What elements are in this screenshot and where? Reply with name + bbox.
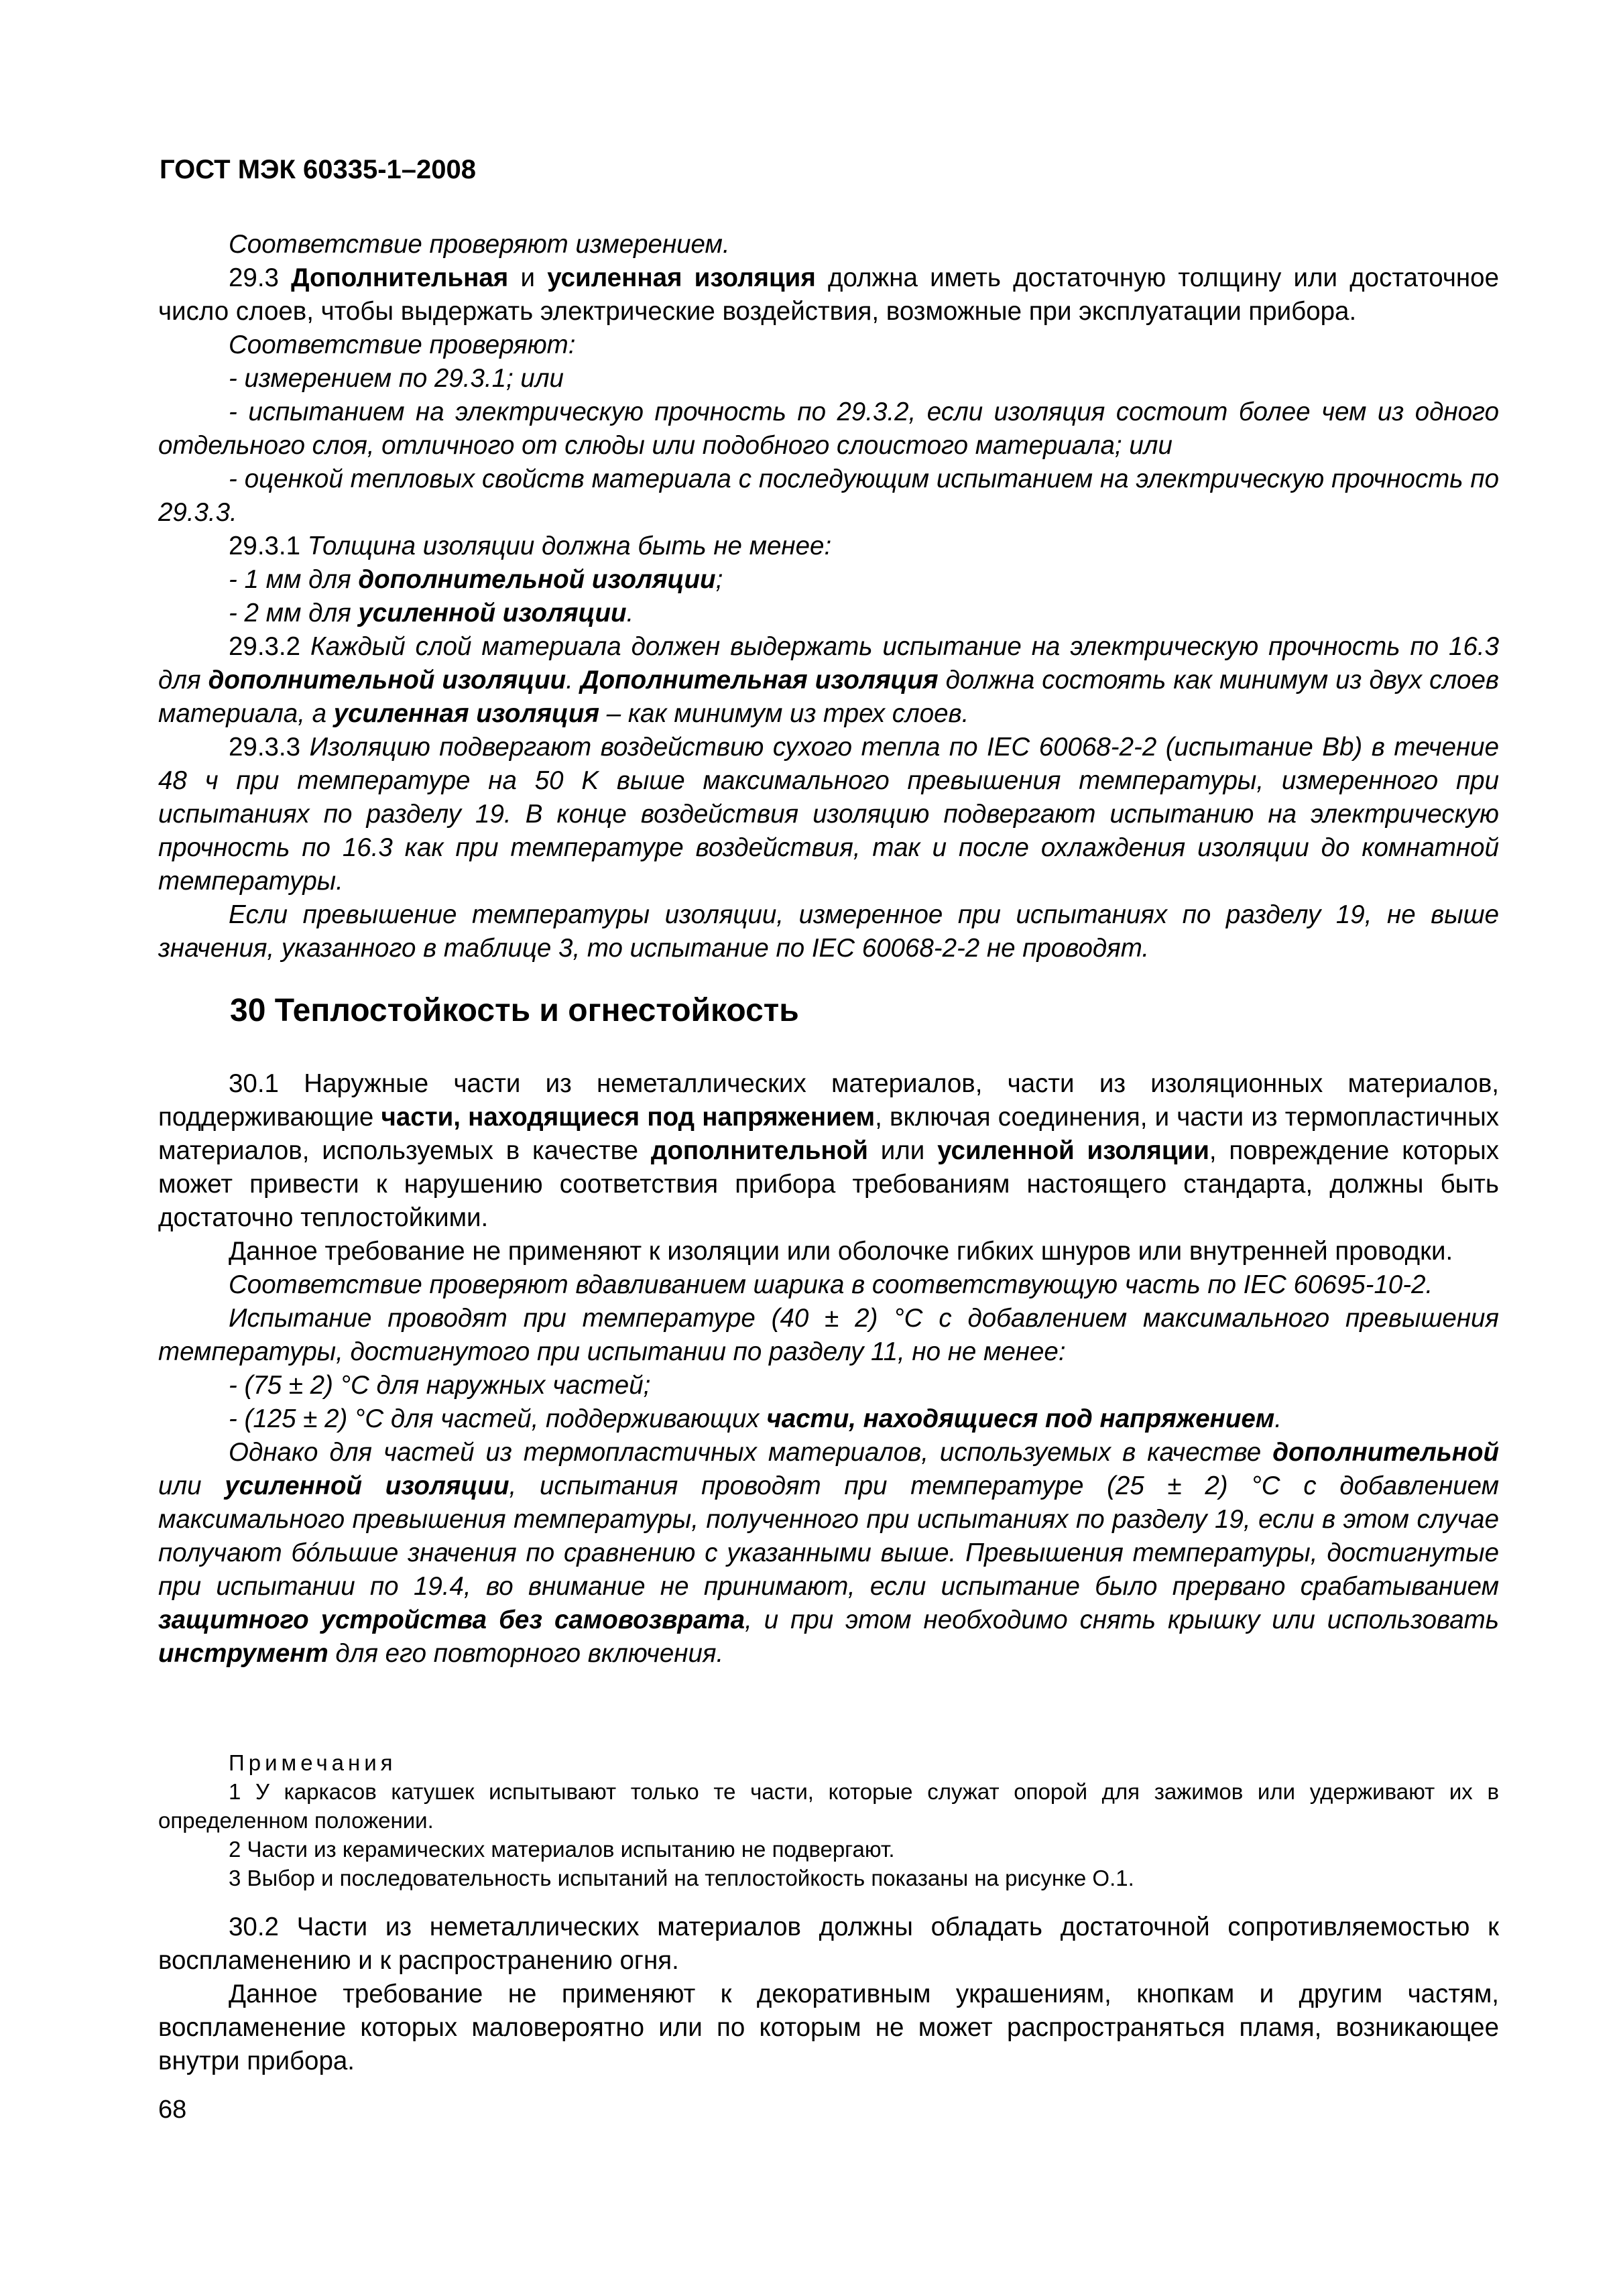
paragraph: Данное требование не применяют к изоляции или оболочке гибких шнуров или внутренней проводки. — [229, 1237, 1453, 1266]
section-heading: 30 Теплостойкость и огнестойкость — [230, 993, 799, 1028]
page-number: 68 — [158, 2096, 187, 2124]
paragraph: Данное требование не применяют к декоративным украшениям, кнопкам и другим частям, воспламенение которых маловероятно или по которым не может распространяться пламя, возникающее внутри прибора. — [158, 1980, 1499, 2075]
paragraph-29-3-1: 29.3.1 Толщина изоляции должна быть не менее: — [229, 532, 832, 560]
list-item: - 1 мм для дополнительной изоляции; — [229, 565, 723, 594]
list-item: - оценкой тепловых свойств материала с последующим испытанием на электрическую прочность по 29.3.3. — [158, 465, 1499, 527]
note-item: 2 Части из керамических материалов испытанию не подвергают. — [229, 1837, 895, 1862]
paragraph: Если превышение температуры изоляции, измеренное при испытаниях по разделу 19, не выше значения, указанного в таблице 3, то испытание по IEC 60068-2-2 не проводят. — [158, 900, 1499, 963]
list-item: - (75 ± 2) °С для наружных частей; — [229, 1371, 651, 1400]
paragraph: Соответствие проверяют: — [229, 330, 576, 359]
paragraph-29-3-2: 29.3.2 Каждый слой материала должен выдержать испытание на электрическую прочность по 16.3 для дополнительной изоляции. Дополнительная изоляция должна состоять как минимум из двух слоев материала, а усиленная изоляция – как минимум из трех слоев. — [158, 632, 1499, 728]
paragraph: Однако для частей из термопластичных материалов, используемых в качестве дополнительной или усиленной изоляции, испытания проводят при температуре (25 ± 2) °С с добавлением максимального превышения температуры, полученного при испытаниях по разделу 19, если в этом случае получают бóльшие значения по сравнению с указанными выше. Превышения температуры, достигнутые при испытании по 19.4, во внимание не принимают, если испытание было прервано срабатыванием защитного устройства без самовозврата, и при этом необходимо снять крышку или использовать инструмент для его повторного включения. — [158, 1438, 1500, 1668]
notes-title: Примечания — [229, 1750, 397, 1775]
paragraph-29-3-3: 29.3.3 Изоляцию подвергают воздействию сухого тепла по IEC 60068-2-2 (испытание Bb) в течение 48 ч при температуре на 50 K выше максимального превышения температуры, измеренного при испытаниях по разделу 19. В конце воздействия изоляцию подвергают испытанию на электрическую прочность по 16.3 как при температуре воздействия, так и после охлаждения изоляции до комнатной температуры. — [158, 733, 1499, 896]
paragraph: Испытание проводят при температуре (40 ± 2) °С с добавлением максимального превышения температуры, достигнутого при испытании по разделу 11, но не менее: — [158, 1304, 1499, 1366]
notes-block — [158, 1748, 1499, 1892]
section-29-3-text — [158, 228, 1499, 965]
paragraph-30-2: 30.2 Части из неметаллических материалов должны обладать достаточной сопротивляемостью к воспламенению и к распространению огня. — [158, 1913, 1499, 1975]
section-30-2-text — [158, 1911, 1499, 2078]
list-item: - измерением по 29.3.1; или — [229, 364, 564, 393]
list-item: - (125 ± 2) °С для частей, поддерживающих части, находящиеся под напряжением. — [229, 1404, 1282, 1433]
paragraph: Соответствие проверяют вдавливанием шарика в соответствующую часть по IEC 60695-10-2. — [229, 1270, 1433, 1299]
paragraph-29-3: 29.3 Дополнительная и усиленная изоляция должна иметь достаточную толщину или достаточное число слоев, чтобы выдержать электрические воздействия, возможные при эксплуатации прибора. — [158, 263, 1499, 326]
list-item: - испытанием на электрическую прочность по 29.3.2, если изоляция состоит более чем из одного отдельного слоя, отличного от слюды или подобного слоистого материала; или — [158, 398, 1499, 460]
note-item: 3 Выбор и последовательность испытаний на теплостойкость показаны на рисунке О.1. — [229, 1866, 1134, 1890]
list-item: - 2 мм для усиленной изоляции. — [229, 599, 634, 627]
paragraph: Соответствие проверяют измерением. — [229, 230, 730, 259]
paragraph-30-1: 30.1 Наружные части из неметаллических материалов, части из изоляционных материалов, поддерживающие части, находящиеся под напряжением, включая соединения, и части из термопластичных материалов, используемых в качестве дополнительной или усиленной изоляции, повреждение которых может привести к нарушению соответствия прибора требованиям настоящего стандарта, должны быть достаточно теплостойкими. — [158, 1069, 1499, 1232]
section-30-1-text — [158, 1067, 1499, 1671]
note-item: 1 У каркасов катушек испытывают только те части, которые служат опорой для зажимов или удерживают их в определенном положении. — [158, 1779, 1499, 1833]
document-header: ГОСТ МЭК 60335-1–2008 — [160, 155, 477, 184]
